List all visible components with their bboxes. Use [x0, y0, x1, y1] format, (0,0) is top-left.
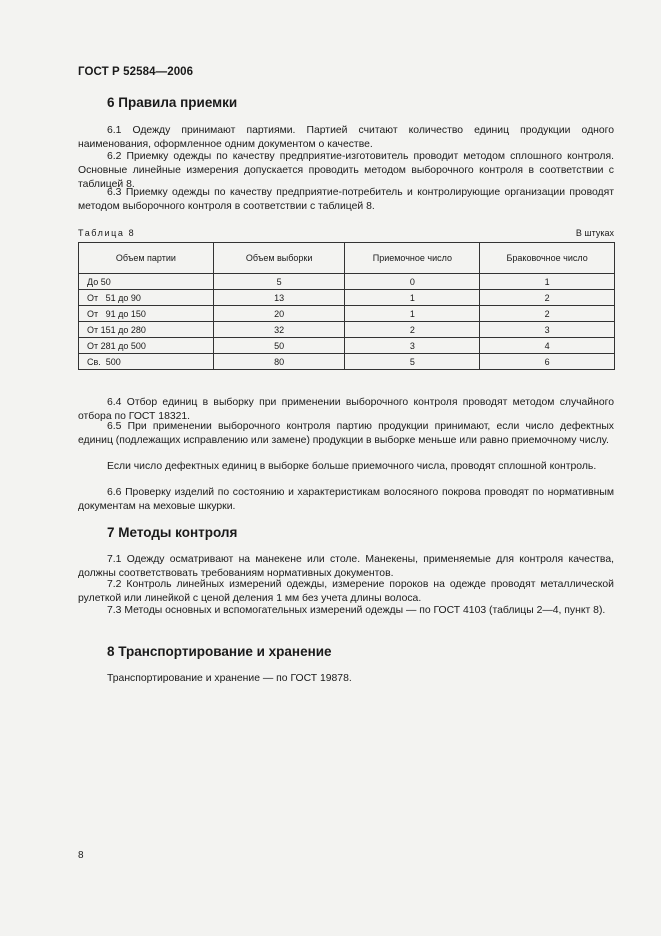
- header-lot-size: Объем партии: [79, 243, 214, 274]
- cell-rejection-number: 2: [480, 306, 615, 322]
- cell-rejection-number: 1: [480, 274, 615, 290]
- cell-sample-size: 80: [213, 354, 345, 370]
- cell-acceptance-number: 3: [345, 338, 480, 354]
- table-row: [79, 306, 615, 322]
- cell-acceptance-number: 1: [345, 306, 480, 322]
- paragraph-7-1: 7.1 Одежду осматривают на манекене или столе. Манекены, применяемые для контроля качества, должны соответствовать требованиям нормативных документов.: [78, 554, 614, 579]
- document-code-header: ГОСТ Р 52584—2006: [78, 66, 194, 78]
- section-6-title: 6 Правила приемки: [107, 95, 238, 110]
- cell-sample-size: 5: [213, 274, 345, 290]
- paragraph-6-6: 6.6 Проверку изделий по состоянию и характеристикам волосяного покрова проводят по нормативным документам на меховые шкурки.: [78, 487, 614, 512]
- cell-lot-size: От 281 до 500: [79, 338, 214, 354]
- cell-acceptance-number: 2: [345, 322, 480, 338]
- paragraph-6-2: 6.2 Приемку одежды по качеству предприятие-изготовитель проводит методом сплошного контроля. Основные линейные измерения допускается проводить методом выборочного контроля в соответствии с таблицей 8.: [78, 151, 614, 190]
- cell-acceptance-number: 5: [345, 354, 480, 370]
- paragraph-7-2: 7.2 Контроль линейных измерений одежды, измерение пороков на одежде проводят металлической рулеткой или линейкой с ценой деления 1 мм без учета длины волоса.: [78, 579, 614, 604]
- cell-rejection-number: 2: [480, 290, 615, 306]
- table-row: [79, 274, 615, 290]
- paragraph-6-5: 6.5 При применении выборочного контроля партию продукции принимают, если число дефектных единиц (подлежащих исправлению или замене) продукции в выборке меньше или равно приемочному числу.: [78, 421, 614, 446]
- paragraph-8-1: Транспортирование и хранение — по ГОСТ 19878.: [107, 673, 352, 684]
- table-caption: Таблица 8: [78, 228, 136, 238]
- header-acceptance-number: Приемочное число: [345, 243, 480, 274]
- paragraph-6-4: 6.4 Отбор единиц в выборку при применении выборочного контроля проводят методом случайного отбора по ГОСТ 18321.: [78, 397, 614, 422]
- header-sample-size: Объем выборки: [213, 243, 345, 274]
- cell-sample-size: 32: [213, 322, 345, 338]
- paragraph-6-1: 6.1 Одежду принимают партиями. Партией считают количество единиц продукции одного наименования, оформленное одним документом о качестве.: [78, 125, 614, 150]
- cell-rejection-number: 3: [480, 322, 615, 338]
- table-header-row: [79, 243, 615, 274]
- paragraph-6-3: 6.3 Приемку одежды по качеству предприятие-потребитель и контролирующие организации проводят методом выборочного контроля в соответствии с таблицей 8.: [78, 187, 614, 212]
- cell-lot-size: От 91 до 150: [79, 306, 214, 322]
- table-row: [79, 322, 615, 338]
- cell-lot-size: Св. 500: [79, 354, 214, 370]
- cell-lot-size: От 151 до 280: [79, 322, 214, 338]
- cell-sample-size: 13: [213, 290, 345, 306]
- paragraph-6-5-cont: Если число дефектных единиц в выборке больше приемочного числа, проводят сплошной контроль.: [107, 461, 597, 472]
- acceptance-table: [78, 242, 615, 370]
- table-row: [79, 338, 615, 354]
- cell-lot-size: От 51 до 90: [79, 290, 214, 306]
- table-row: [79, 354, 615, 370]
- cell-rejection-number: 6: [480, 354, 615, 370]
- table-unit-label: В штуках: [575, 228, 614, 238]
- cell-rejection-number: 4: [480, 338, 615, 354]
- table-row: [79, 290, 615, 306]
- cell-lot-size: До 50: [79, 274, 214, 290]
- cell-acceptance-number: 0: [345, 274, 480, 290]
- cell-acceptance-number: 1: [345, 290, 480, 306]
- page-number: 8: [78, 850, 84, 861]
- header-rejection-number: Браковочное число: [480, 243, 615, 274]
- section-7-title: 7 Методы контроля: [107, 525, 238, 540]
- cell-sample-size: 50: [213, 338, 345, 354]
- cell-sample-size: 20: [213, 306, 345, 322]
- paragraph-7-3: 7.3 Методы основных и вспомогательных измерений одежды — по ГОСТ 4103 (таблицы 2—4, пункт 8).: [107, 605, 606, 616]
- section-8-title: 8 Транспортирование и хранение: [107, 644, 332, 659]
